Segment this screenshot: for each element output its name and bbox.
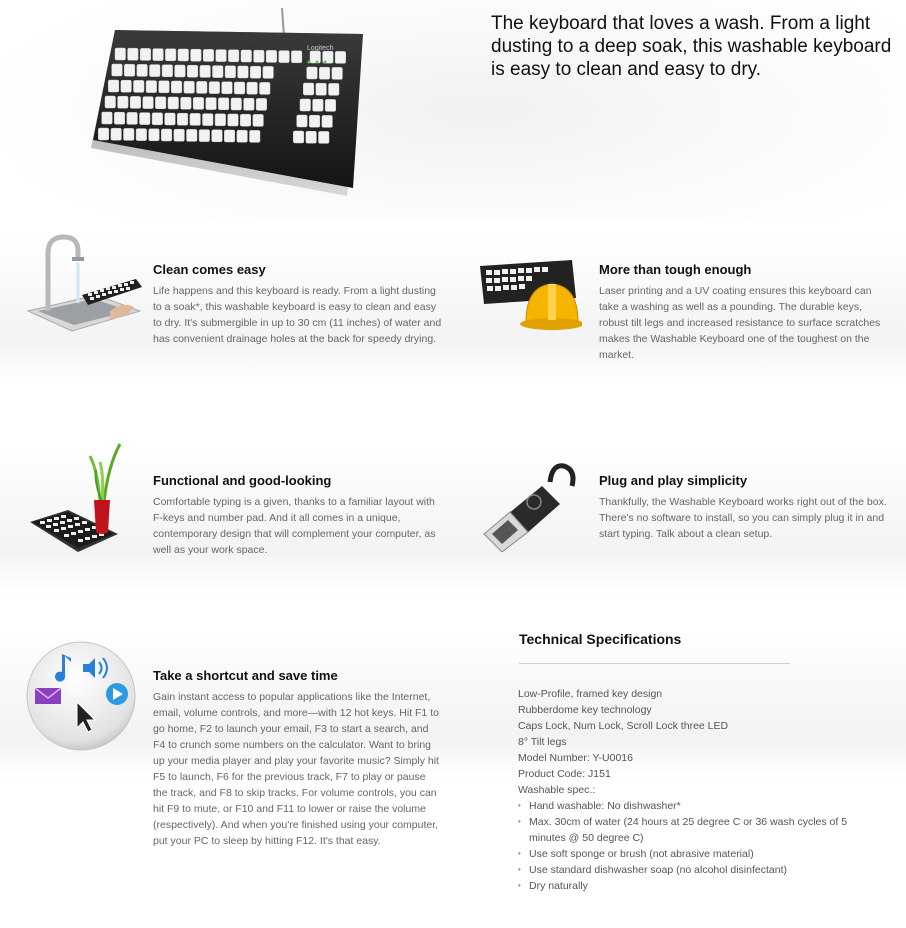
feature-good-looking [153, 473, 443, 558]
keyboard-key [102, 112, 113, 124]
washable-spec-item: • Hand washable: No dishwasher* [529, 798, 848, 814]
keyboard-key [203, 49, 214, 61]
keyboard-key [256, 98, 267, 110]
keyboard-key [153, 49, 164, 61]
keyboard-key [98, 128, 109, 140]
spec-line: Product Code: J151 [518, 768, 611, 780]
keyboard-key [174, 129, 185, 141]
keyboard-key [293, 131, 304, 143]
keyboard-key [238, 66, 249, 78]
keyboard-key [199, 130, 210, 142]
feature-title: Clean comes easy [153, 262, 266, 277]
keyboard-key [234, 82, 245, 94]
keyboard-key [244, 98, 255, 110]
shortcut-apps-icon [25, 640, 137, 752]
keyboard-key [231, 98, 242, 110]
keyboard-key [168, 97, 179, 109]
keyboard-key [218, 98, 229, 110]
keyboard-key [187, 129, 198, 141]
keyboard-key [200, 65, 211, 77]
keyboard-key [291, 51, 302, 63]
faucet-sink-keyboard-icon [26, 233, 144, 335]
keyboard-key [319, 131, 330, 143]
keyboard-key [184, 81, 195, 93]
keyboard-key [128, 48, 139, 60]
keyboard-key [279, 51, 290, 63]
feature-body: Gain instant access to popular applications like the Internet, email, volume controls, and more—with 12 hot keys. Hit F1 to go home, F2 to launch your email, F3 to start a search, and F4 to crunch some numbers on the calculator. Want to bring up your media player and play your favorite music? Simply hit F5 to launch, F6 for the previous track, F7 to play or pause the track, and F8 to skip tracks. For volume controls, you can hit F9 to mute, or F10 and F11 to lower or raise the volume (respectively). And when you're finished using your computer, put your PC to sleep by hitting F12. It's that easy. [153, 691, 439, 847]
keyboard-key [118, 96, 129, 108]
feature-clean-comes-easy [153, 262, 443, 347]
feature-title: Plug and play simplicity [599, 473, 748, 488]
keyboard-key [161, 129, 172, 141]
keyboard-key [187, 65, 198, 77]
keyboard-key [140, 48, 151, 60]
spec-line: Washable spec.: [518, 784, 596, 796]
keyboard-key [224, 130, 235, 142]
keyboard-key [300, 99, 311, 111]
keyboard-key [152, 113, 163, 125]
keyboard-key [115, 48, 126, 60]
keyboard-key [111, 128, 122, 140]
keyboard-key [241, 50, 252, 62]
keyboard-key [250, 130, 261, 142]
keyboard-key [159, 81, 170, 93]
washable-spec-item: • Use soft sponge or brush (not abrasive material) [529, 846, 848, 862]
keyboard-key [213, 66, 224, 78]
washable-spec-item: • Dry naturally [529, 878, 848, 894]
hero-tagline: The keyboard that loves a wash. From a light dusting to a deep soak, this washable keyboard is easy to clean and easy to dry. [491, 13, 892, 80]
keyboard-key [124, 128, 135, 140]
keyboard-key [108, 80, 119, 92]
keyboard-key [112, 64, 123, 76]
keyboard-key [105, 96, 116, 108]
feature-title: Functional and good-looking [153, 473, 332, 488]
washable-spec-list [518, 798, 848, 894]
keyboard-key [178, 49, 189, 61]
keyboard-key [297, 115, 308, 127]
keyboard-key [216, 50, 227, 62]
keyboard-key [121, 80, 131, 92]
keyboard-key [149, 129, 160, 141]
keyboard-key [228, 50, 239, 62]
keyboard-key [307, 67, 318, 79]
spec-line: 8° Tilt legs [518, 736, 567, 748]
keyboard-key [260, 82, 271, 94]
keyboard-key [181, 97, 192, 109]
vase-keyboard-icon [28, 442, 124, 560]
feature-body: Life happens and this keyboard is ready. From a light dusting to a soak*, this washable keyboard is easy to clean and easy to dry. It's submergible in up to 30 cm (11 inches) of water and has convenient drainage holes at the back for speedy drying. [153, 285, 442, 345]
keyboard-key [303, 83, 314, 95]
keyboard-key [177, 113, 188, 125]
spec-line: Rubberdome key technology [518, 704, 652, 716]
keyboard-key [335, 51, 346, 63]
keyboard-key [316, 83, 327, 95]
keyboard-key [162, 65, 173, 77]
keyboard-key [253, 114, 264, 126]
spec-line: Model Number: Y-U0016 [518, 752, 633, 764]
keyboard-key [329, 83, 340, 95]
keyboard-key [197, 81, 208, 93]
keyboard-hero-image [85, 8, 370, 198]
feature-body: Thankfully, the Washable Keyboard works right out of the box. There's no software to install, so you can simply plug it in and start typing. Talk about a clean setup. [599, 496, 887, 540]
keyboard-key [322, 115, 333, 127]
usb-plug-icon [478, 460, 578, 552]
keyboard-key [134, 80, 145, 92]
keyboard-key [137, 64, 148, 76]
keyboard-key [222, 82, 233, 94]
washable-spec-item: • Max. 30cm of water (24 hours at 25 degree C or 36 wash cycles of 5 minutes @ 50 degree C) [529, 814, 848, 846]
feature-body: Comfortable typing is a given, thanks to a familiar layout with F-keys and number pad. And it all comes in a unique, contemporary design that will complement your computer, as well as your work space. [153, 496, 436, 556]
keyboard-key [215, 114, 226, 126]
keyboard-key [143, 97, 154, 109]
spec-line: Low-Profile, framed key design [518, 688, 663, 700]
specs-title: Technical Specifications [519, 631, 682, 647]
keyboard-key [140, 113, 151, 125]
keyboard-key [124, 64, 135, 76]
feature-plug-and-play [599, 473, 889, 542]
washable-spec-item: • Use standard dishwasher soap (no alcohol disinfectant) [529, 862, 848, 878]
keyboard-key [263, 66, 274, 78]
keyboard-key [309, 115, 320, 127]
keyboard-key [237, 130, 248, 142]
keyboard-key [310, 51, 321, 63]
keyboard-key [165, 49, 176, 61]
feature-title: Take a shortcut and save time [153, 668, 338, 683]
keyboard-key [146, 81, 157, 93]
keyboard-key [171, 81, 182, 93]
keyboard-key [191, 49, 202, 61]
keyboard-key [203, 114, 214, 126]
logitech-logo: Logitech [307, 45, 334, 52]
keyboard-key [190, 113, 201, 125]
keyboard-key [193, 97, 204, 109]
keyboard-key [266, 50, 277, 62]
specs-divider [519, 663, 790, 664]
specs-list [518, 686, 848, 894]
feature-body: Laser printing and a UV coating ensures this keyboard can take a washing as well as a pounding. The durable keys, robust tilt legs and increased resistance to surface scratches makes the Washable Keyboard one of the toughest on the market. [599, 285, 881, 361]
keyboard-key [127, 112, 137, 124]
keyboard-key [250, 66, 260, 78]
keyboard-key [240, 114, 251, 126]
keyboard-key [206, 98, 217, 110]
keyboard-key [165, 113, 176, 125]
keyboard-key [319, 67, 330, 79]
keyboard-key [254, 50, 265, 62]
feature-title: More than tough enough [599, 262, 752, 277]
keyboard-key [130, 96, 141, 108]
feature-tough-enough [599, 262, 889, 363]
keyboard-key [225, 66, 236, 78]
hard-hat-keyboard-icon [476, 256, 582, 336]
keyboard-key [228, 114, 239, 126]
keyboard-key [247, 82, 258, 94]
keyboard-key [150, 65, 161, 77]
keyboard-key [306, 131, 317, 143]
keyboard-key [325, 99, 336, 111]
keyboard-key [114, 112, 125, 124]
keyboard-key [332, 67, 343, 79]
keyboard-key [175, 65, 186, 77]
keyboard-key [136, 129, 147, 141]
feature-shortcut [153, 668, 443, 849]
keyboard-key [212, 130, 223, 142]
spec-line: Caps Lock, Num Lock, Scroll Lock three LED [518, 720, 729, 732]
keyboard-key [313, 99, 324, 111]
keyboard-key [155, 97, 166, 109]
keyboard-key [209, 82, 220, 94]
